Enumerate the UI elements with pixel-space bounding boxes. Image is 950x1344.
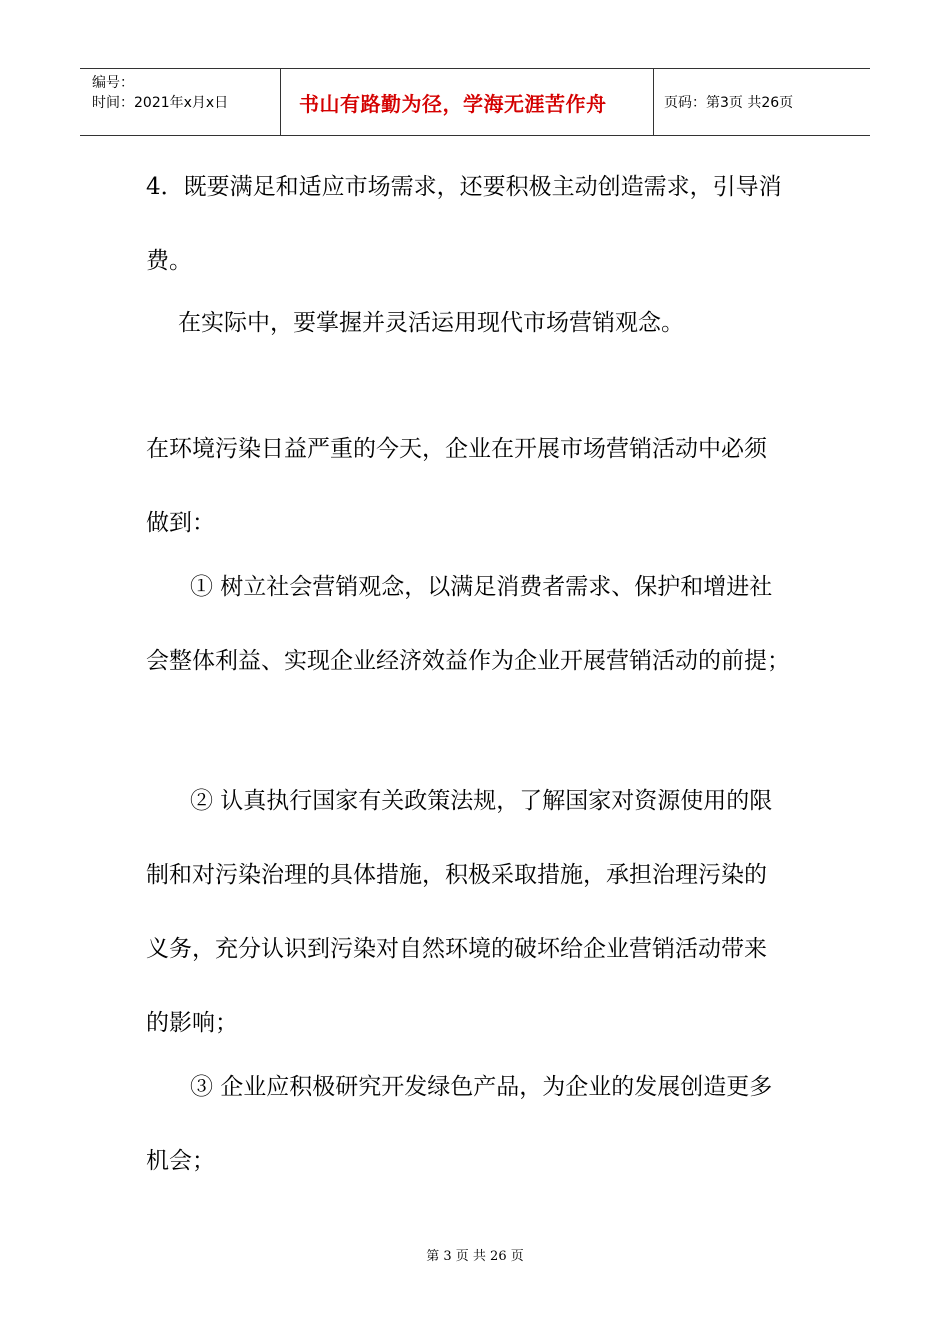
header-motto: 书山有路勤为径，学海无涯苦作舟 <box>299 91 607 116</box>
header-page-info-cell <box>654 69 870 135</box>
body-line: ② 认真执行国家有关政策法规，了解国家对资源使用的限 <box>190 788 773 814</box>
body-line: 义务，充分认识到污染对自然环境的破坏给企业营销活动带来 <box>146 936 767 962</box>
body-line: 制和对污染治理的具体措施，积极采取措施，承担治理污染的 <box>146 862 767 888</box>
body-line: 4．既要满足和适应市场需求，还要积极主动创造需求，引导消 <box>146 174 782 200</box>
body-line: ③ 企业应积极研究开发绿色产品，为企业的发展创造更多 <box>190 1074 773 1100</box>
header-page-info: 页码：第3页 共26页 <box>664 95 794 111</box>
body-line: 做到： <box>146 510 215 536</box>
page-footer: 第 3 页 共 26 页 <box>426 1249 524 1264</box>
document-date: 时间：2021年x月x日 <box>92 95 229 111</box>
body-line: 在实际中，要掌握并灵活运用现代市场营销观念。 <box>178 310 684 336</box>
body-line: ① 树立社会营销观念，以满足消费者需求、保护和增进社 <box>190 574 773 600</box>
body-line: 会整体利益、实现企业经济效益作为企业开展营销活动的前提； <box>146 648 790 674</box>
header-meta <box>80 69 281 135</box>
document-number-label: 编号： <box>92 75 134 91</box>
header-table <box>80 68 870 136</box>
body-line: 在环境污染日益严重的今天，企业在开展市场营销活动中必须 <box>146 436 767 462</box>
body-line: 机会； <box>146 1148 215 1174</box>
body-line: 的影响； <box>146 1010 238 1036</box>
body-line: 费。 <box>146 248 192 274</box>
header-motto-cell <box>281 69 654 135</box>
